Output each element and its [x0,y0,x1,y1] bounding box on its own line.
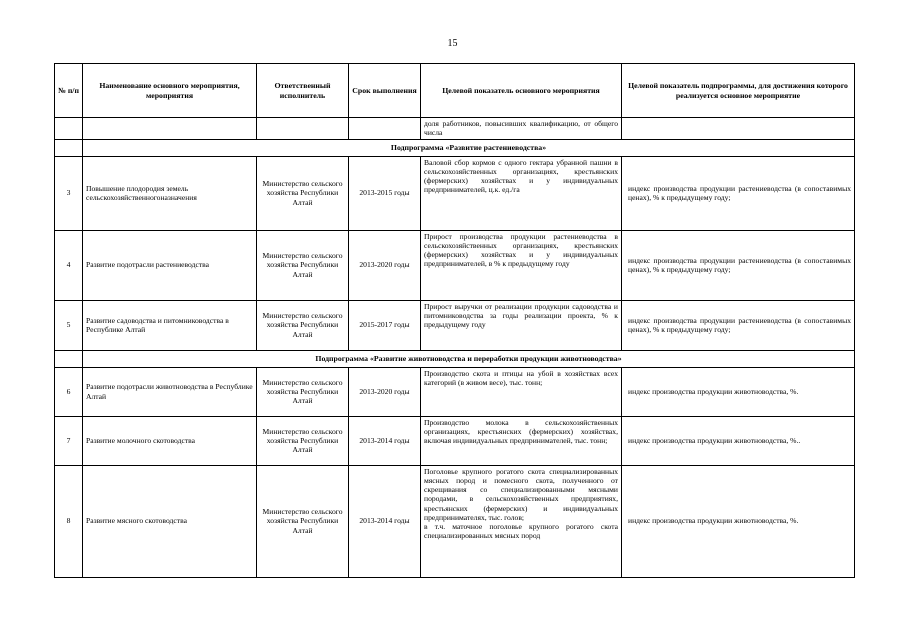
header-term: Срок выполнения [349,64,421,118]
subprogram-title: Подпрограмма «Развитие животноводства и переработки продукции животноводства» [83,350,855,367]
row-executor: Министерство сельского хозяйства Республики Алтай [257,300,349,350]
table-row [55,230,855,300]
row-subprogram-indicator: индекс производства продукции растениеводства (в сопоставимых ценах), % к предыдущему году; [622,230,855,300]
row-subprogram-indicator: индекс производства продукции животноводства, %.. [622,416,855,465]
table-row [55,156,855,230]
row-num: 3 [55,156,83,230]
row-name: Развитие мясного скотоводства [83,465,257,577]
row-subprogram-indicator: индекс производства продукции растениеводства (в сопоставимых ценах), % к предыдущему году; [622,156,855,230]
row-indicator-text: Поголовье крупного рогатого скота специализированных мясных пород и помесного скота, полученного от скрещивания со специализированными мясными породами, в сельскохозяйственных предприятиях, крестьянских (фермерских) и индивидуальных предпринимателях, тыс. голов; [424,466,618,522]
table-row [55,367,855,416]
row-executor: Министерство сельского хозяйства Республики Алтай [257,230,349,300]
row-name: Развитие садоводства и питомниководства в Республике Алтай [83,300,257,350]
row-term: 2013-2014 годы [349,416,421,465]
row-executor: Министерство сельского хозяйства Республики Алтай [257,156,349,230]
table-row [55,465,855,577]
row-num: 4 [55,230,83,300]
row-num: 8 [55,465,83,577]
row-term: 2013-2015 годы [349,156,421,230]
row-num: 5 [55,300,83,350]
row-term: 2013-2020 годы [349,230,421,300]
row-indicator: Производство молока в сельскохозяйственных организациях, крестьянских (фермерских) хозяйствах, включая индивидуальных предпринимателей, тыс. тонн; [421,416,622,465]
table-row [55,416,855,465]
subprogram-row [55,350,855,367]
row-name: Развитие подотрасли растениеводства [83,230,257,300]
row-term: 2015-2017 годы [349,300,421,350]
measures-table [54,63,855,578]
continuation-row [55,118,855,140]
row-executor: Министерство сельского хозяйства Республики Алтай [257,367,349,416]
row-term: 2013-2020 годы [349,367,421,416]
header-indicator: Целевой показатель основного мероприятия [421,64,622,118]
row-name: Повышение плодородия земель сельскохозяйственногоназначения [83,156,257,230]
row-num: 6 [55,367,83,416]
header-subprogram-indicator: Целевой показатель подпрограммы, для достижения которого реализуется основное мероприятие [622,64,855,118]
row-subprogram-indicator: индекс производства продукции растениеводства (в сопоставимых ценах), % к предыдущему году; [622,300,855,350]
row-indicator: Производство скота и птицы на убой в хозяйствах всех категорий (в живом весе), тыс. тонн; [421,367,622,416]
row-name: Развитие молочного скотоводства [83,416,257,465]
row-num: 7 [55,416,83,465]
row-indicator: Прирост производства продукции растениеводства в сельскохозяйственных организациях, крестьянских (фермерских) хозяйствах и у индивидуальных предпринимателей, в % к предыдущему году [421,230,622,300]
subprogram-row [55,139,855,156]
table-row [55,300,855,350]
row-subprogram-indicator: индекс производства продукции животноводства, %. [622,465,855,577]
header-num: № п/п [55,64,83,118]
row-indicator: Прирост выручки от реализации продукции садоводства и питомниководства за годы реализации проекта, % к предыдущему году [421,300,622,350]
row-indicator [421,465,622,577]
row-indicator: Валовой сбор кормов с одного гектара убранной пашни в сельскохозяйственных организациях, крестьянских (фермерских) хозяйствах и у индивидуальных предпринимателей, ц.к. ед./га [421,156,622,230]
continuation-text: доля работников, повысивших квалификацию, от общего числа [421,118,622,140]
table-header-row [55,64,855,118]
row-subprogram-indicator: индекс производства продукции животноводства, %. [622,367,855,416]
row-indicator-extra: в т.ч. маточное поголовье крупного рогатого скота специализированных мясных пород [424,522,618,541]
row-executor: Министерство сельского хозяйства Республики Алтай [257,465,349,577]
header-name: Наименование основного мероприятия, мероприятия [83,64,257,118]
row-executor: Министерство сельского хозяйства Республики Алтай [257,416,349,465]
subprogram-title: Подпрограмма «Развитие растениеводства» [83,139,855,156]
row-term: 2013-2014 годы [349,465,421,577]
header-executor: Ответственный исполнитель [257,64,349,118]
row-name: Развитие подотрасли животноводства в Республике Алтай [83,367,257,416]
page-number: 15 [447,38,458,49]
